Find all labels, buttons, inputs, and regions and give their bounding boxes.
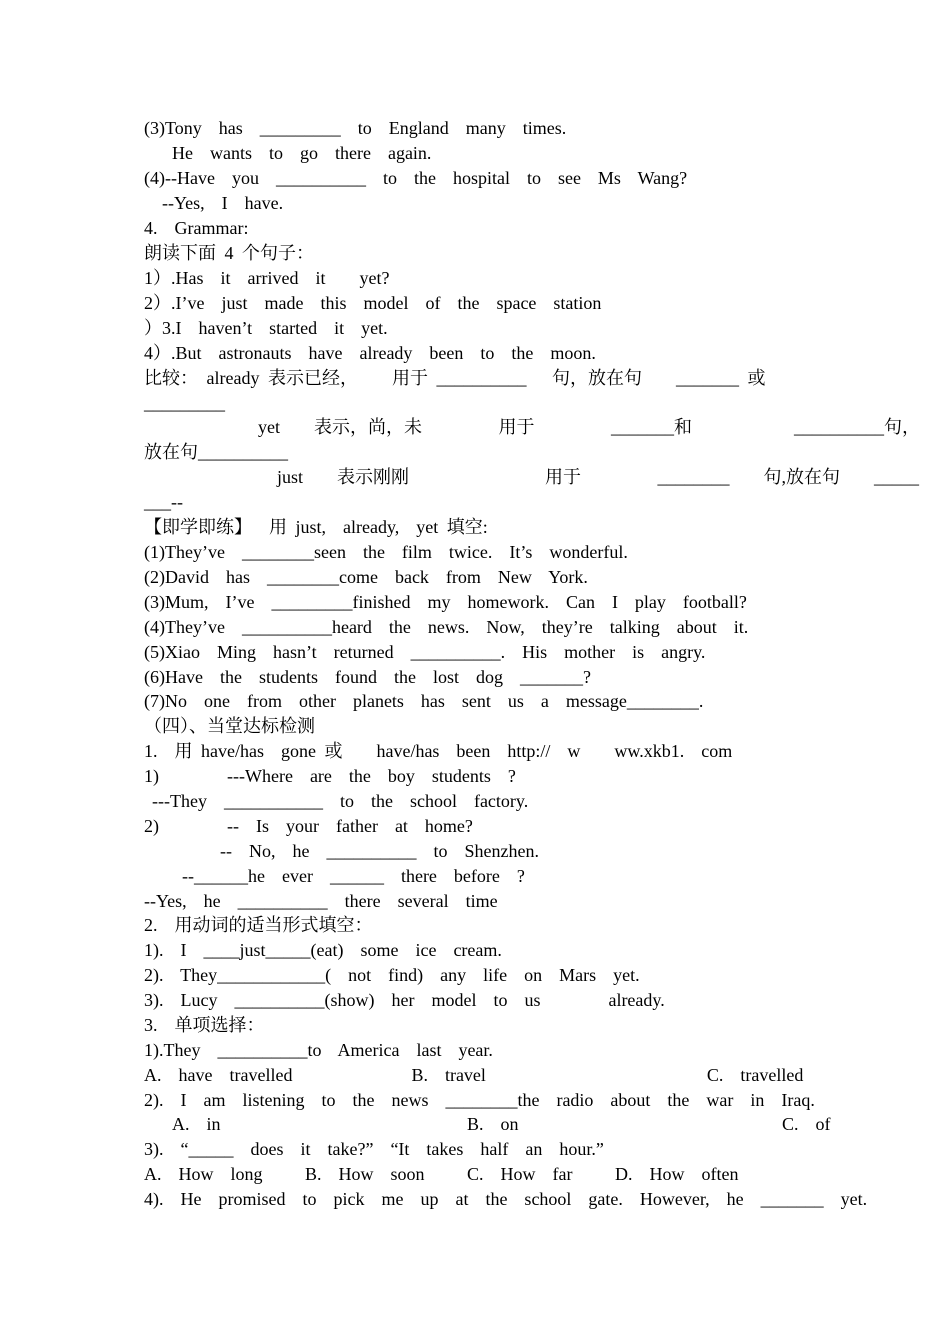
text-line: 1. 用 have/has gone 或 have/has been http:// w ww.xkb1. com xyxy=(144,741,733,761)
text-line: 3). “_____ does it take?” “It takes half an hour.” xyxy=(144,1139,604,1159)
text-line: 2）.I’ve just made this model of the space station xyxy=(144,293,602,313)
section-heading: 3. 单项选择： xyxy=(144,1015,265,1035)
text-line: He wants to go there again. xyxy=(172,143,432,163)
text-line: 4）.But astronauts have already been to the moon. xyxy=(144,343,596,363)
text-line: yet 表示，尚，未 用于 _______和 __________句， xyxy=(258,417,920,437)
text-line: (3)Tony has _________ to England many times. xyxy=(144,118,567,138)
text-line: 放在句__________ xyxy=(144,442,288,462)
text-line: (2)David has ________come back from New York. xyxy=(144,567,588,587)
text-line: 朗读下面 4 个句子： xyxy=(144,243,314,263)
text-line: --Yes, he __________ there several time xyxy=(144,891,498,911)
text-line: 1). I ____just_____(eat) some ice cream. xyxy=(144,940,502,960)
text-line: 3). Lucy __________(show) her model to us already. xyxy=(144,990,665,1010)
text-line: --Yes, I have. xyxy=(162,193,284,213)
text-line: 4). He promised to pick me up at the school gate. However, he _______ yet. xyxy=(144,1189,868,1209)
text-line: (6)Have the students found the lost dog _______? xyxy=(144,667,591,687)
text-line: (4)They’ve __________heard the news. Now, they’re talking about it. xyxy=(144,617,749,637)
text-line: ）3.I haven’t started it yet. xyxy=(144,318,388,338)
text-line: (5)Xiao Ming hasn’t returned __________. His mother is angry. xyxy=(144,642,706,662)
text-line: 2) -- Is your father at home? xyxy=(144,816,473,836)
text-line: _________ xyxy=(144,393,225,413)
section-heading: （四）、当堂达标检测 xyxy=(144,716,315,736)
text-line: -- No, he __________ to Shenzhen. xyxy=(220,841,539,861)
answer-options: A. have travelled B. travel C. travelled xyxy=(144,1065,804,1085)
text-line: 1）.Has it arrived it yet? xyxy=(144,268,390,288)
text-line: (7)No one from other planets has sent us a message________. xyxy=(144,691,704,711)
text-line: 2). They____________( not find) any life on Mars yet. xyxy=(144,965,640,985)
text-line: 2). I am listening to the news ________the radio about the war in Iraq. xyxy=(144,1090,815,1110)
text-line: --______he ever ______ there before ? xyxy=(182,866,525,886)
text-line: (4)--Have you __________ to the hospital to see Ms Wang? xyxy=(144,168,688,188)
text-line: (1)They’ve ________seen the film twice. It’s wonderful. xyxy=(144,542,628,562)
answer-options: A. in B. on C. of xyxy=(172,1114,831,1134)
section-heading: 2. 用动词的适当形式填空： xyxy=(144,915,373,935)
answer-options: A. How long B. How soon C. How far D. How often xyxy=(144,1164,739,1184)
text-line: (3)Mum, I’ve _________finished my homework. Can I play football? xyxy=(144,592,747,612)
section-heading: 4. Grammar: xyxy=(144,218,249,238)
text-line: 1).They __________to America last year. xyxy=(144,1040,493,1060)
text-line: ___-- xyxy=(144,492,183,512)
text-line: just 表示刚刚 用于 ________ 句,放在句 _____ xyxy=(277,467,920,487)
section-heading: 【即学即练】 用 just, already, yet 填空: xyxy=(144,517,488,537)
text-line: 1) ---Where are the boy students ? xyxy=(144,766,516,786)
text-line: ---They ___________ to the school factory. xyxy=(152,791,529,811)
text-line: 比较： already 表示已经， 用于 __________ 句，放在句 _______ 或 xyxy=(144,368,766,388)
